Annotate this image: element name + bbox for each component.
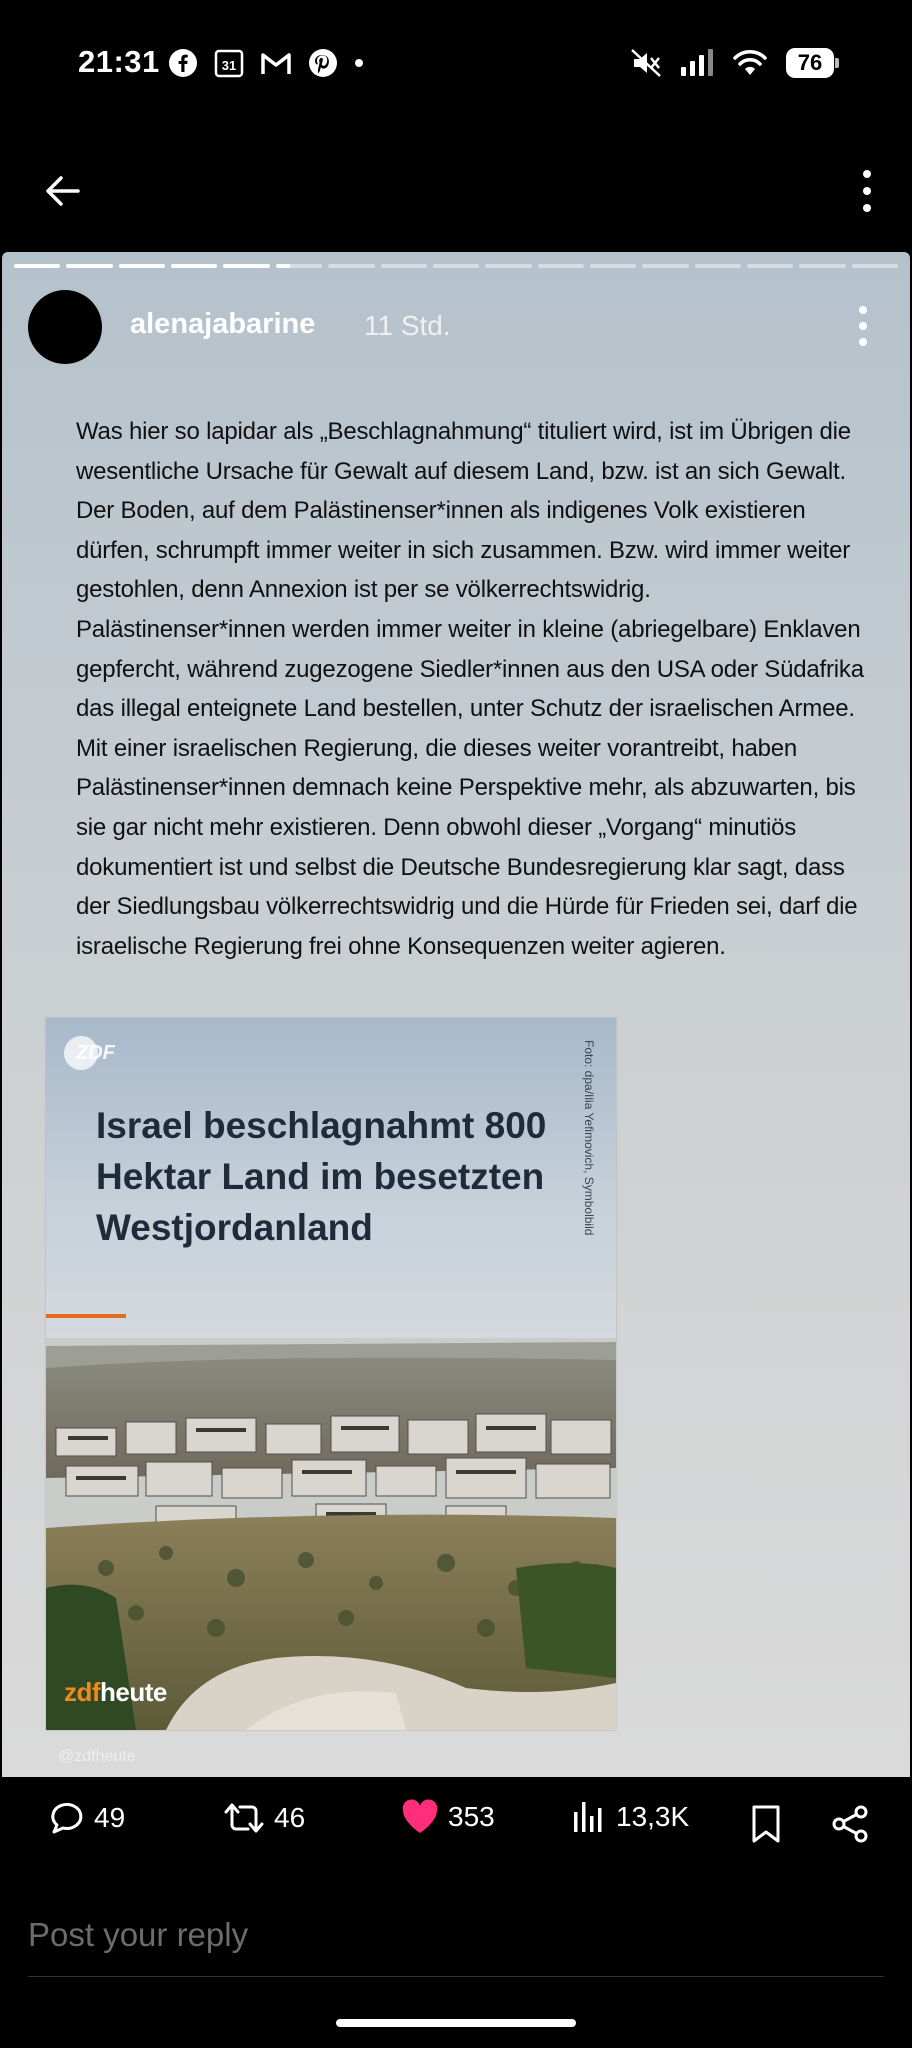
story-text (76, 412, 864, 966)
reply-field-container (28, 1916, 884, 1977)
story-text-line: gestohlen, denn Annexion ist per se völkerrechtswidrig. (76, 576, 651, 604)
top-bar (0, 150, 912, 230)
home-indicator[interactable] (336, 2019, 576, 2027)
story-text-line: dokumentiert ist und selbst die Deutsche Bundesregierung klar sagt, dass (76, 853, 845, 881)
heart-icon (400, 1798, 440, 1836)
action-bar (0, 1798, 912, 1862)
progress-segment (223, 264, 269, 268)
reply-button[interactable] (46, 1798, 125, 1838)
dot-icon (354, 58, 364, 68)
story-text-line: der Siedlungsbau völkerrechtswidrig und die Hürde für Frieden sei, darf die (76, 893, 858, 921)
view-count: 13,3K (616, 1801, 690, 1832)
clock: 21:31 (78, 44, 160, 79)
story-text-line: dürfen, schrumpft immer weiter in sich zusammen. Bzw. wird immer weiter (76, 536, 851, 564)
story-text-line: israelische Regierung frei ohne Konsequenzen weiter agieren. (76, 932, 726, 960)
progress-segment (14, 264, 60, 268)
share-icon[interactable] (830, 1804, 870, 1844)
repost-icon (222, 1798, 266, 1838)
story-text-line: Der Boden, auf dem Palästinenser*innen als indigenes Volk existieren (76, 497, 806, 525)
progress-segment (799, 264, 845, 268)
avatar[interactable] (28, 290, 102, 364)
progress-segment (328, 264, 374, 268)
like-count: 353 (448, 1801, 495, 1832)
progress-segment (538, 264, 584, 268)
calendar-day: 31 (221, 58, 237, 73)
story-progress-bar (14, 264, 898, 268)
story-text-line: Mit einer israelischen Regierung, die dieses weiter vorantreibt, haben (76, 734, 798, 762)
story-text-line: Palästinenser*innen werden immer weiter in kleine (abriegelbare) Enklaven (76, 615, 861, 643)
bookmark-icon[interactable] (750, 1804, 782, 1844)
story-text-line: Was hier so lapidar als „Beschlagnahmung“ tituliert wird, ist im Übrigen die (76, 418, 851, 445)
source-handle: @zdfheute (58, 1748, 136, 1765)
battery-level: 76 (797, 50, 823, 75)
progress-segment (695, 264, 741, 268)
progress-segment (66, 264, 112, 268)
battery-icon (786, 48, 834, 78)
progress-segment (485, 264, 531, 268)
settlement-photo (46, 1338, 616, 1730)
story-text-line: wesentliche Ursache für Gewalt auf diesem Land, bzw. ist an sich Gewalt. (76, 457, 846, 485)
wifi-icon (732, 49, 768, 77)
story-text-line: gepfercht, während zugezogene Siedler*innen aus den USA oder Südafrika (76, 655, 864, 683)
zdf-logo (64, 1036, 115, 1070)
story-text-line: das illegal enteignete Land bestellen, unter Schutz der israelischen Armee. (76, 695, 855, 723)
brand-zdf: zdf (64, 1677, 101, 1707)
like-button[interactable] (400, 1798, 495, 1836)
reply-input[interactable] (28, 1916, 884, 1954)
progress-segment (276, 264, 322, 268)
repost-count: 46 (274, 1802, 306, 1833)
reply-count: 49 (94, 1802, 126, 1833)
progress-segment (171, 264, 217, 268)
username[interactable]: alenajabarine (130, 308, 316, 340)
story-text-line: sie gar nicht mehr existieren. Denn obwohl dieser „Vorgang“ minutiös (76, 813, 797, 841)
accent-rule (46, 1314, 126, 1318)
news-card (46, 1018, 616, 1730)
progress-segment (590, 264, 636, 268)
calendar-icon (214, 48, 244, 78)
signal-icon (680, 49, 714, 77)
views-icon (570, 1798, 608, 1836)
progress-segment (381, 264, 427, 268)
story-media[interactable] (2, 252, 910, 1777)
back-arrow-icon[interactable] (40, 168, 86, 214)
gmail-icon (260, 50, 292, 76)
pinterest-icon (308, 48, 338, 78)
photo-credit: Foto: dpa/Ilia Yefimovich, Symbolbild (582, 1040, 596, 1236)
news-card-header (46, 1018, 616, 1338)
progress-segment (852, 264, 898, 268)
progress-segment (747, 264, 793, 268)
more-options-icon[interactable] (852, 168, 882, 214)
post-age: 11 Std. (364, 310, 451, 341)
mute-icon (630, 48, 662, 78)
story-text-line: Palästinenser*innen demnach keine Perspektive mehr, als abzuwarten, bis (76, 774, 856, 802)
progress-segment (642, 264, 688, 268)
progress-segment (433, 264, 479, 268)
zdf-logo-text: ZDF (76, 1041, 115, 1064)
news-headline: Israel beschlagnahmt 800 Hektar Land im besetzten Westjordanland (96, 1105, 547, 1248)
zdfheute-brand (64, 1677, 167, 1708)
story-more-icon[interactable] (856, 304, 870, 348)
brand-heute: heute (100, 1677, 167, 1707)
progress-segment (119, 264, 165, 268)
repost-button[interactable] (222, 1798, 305, 1838)
status-bar (0, 0, 912, 130)
facebook-icon (168, 48, 198, 78)
views-button[interactable] (570, 1798, 689, 1836)
reply-icon (46, 1798, 86, 1838)
